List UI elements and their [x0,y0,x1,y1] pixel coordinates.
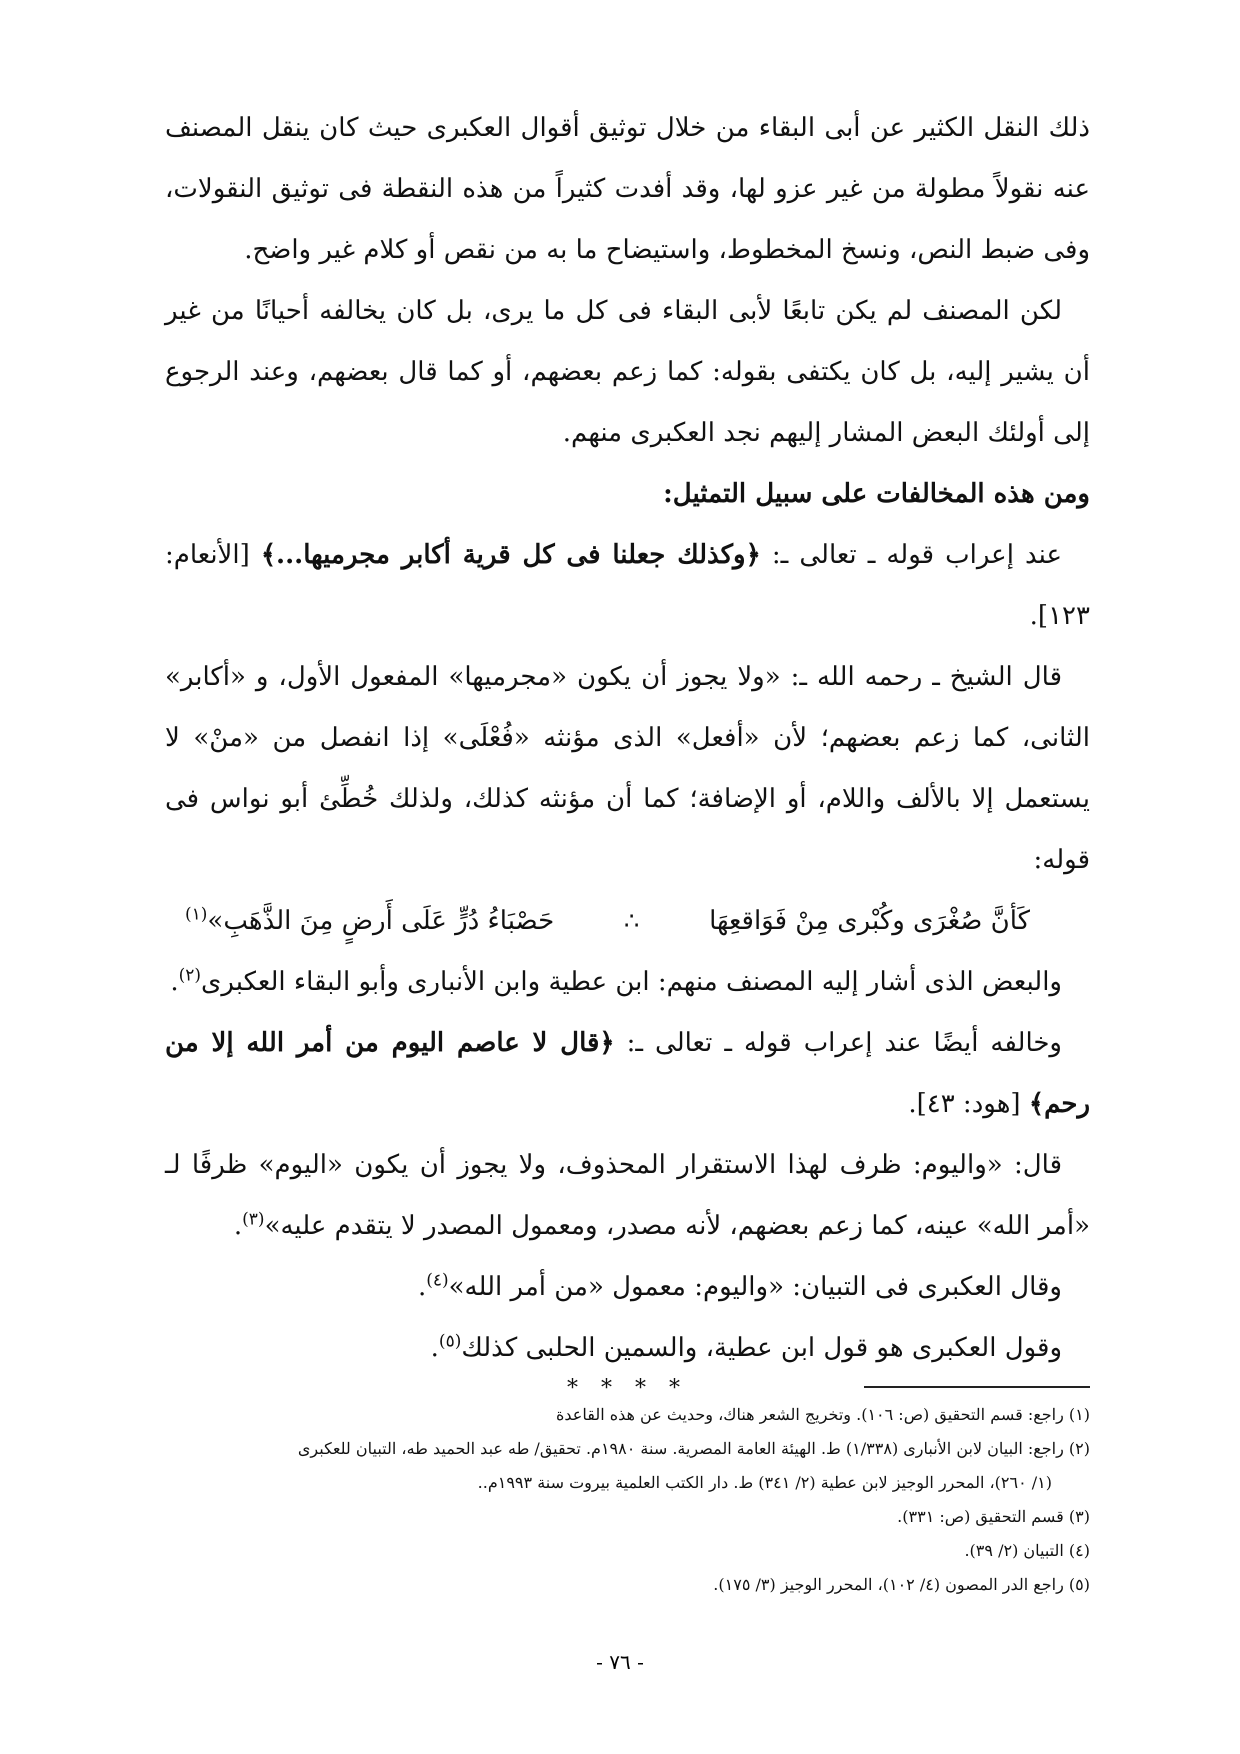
page-number: - ٧٦ - [596,1650,644,1674]
paragraph-5 [165,952,1090,1013]
paragraph-6 [165,1013,1090,1135]
footnotes [165,1398,1090,1602]
paragraph-9-text: وقول العكبرى هو قول ابن عطية، والسمين الحلبى كذلك [461,1333,1062,1363]
footnote-3: (٣) قسم التحقيق (ص: ٣٣١). [897,1507,1090,1526]
footnote-5: (٥) راجع الدر المصون (٤/ ١٠٢)، المحرر الوجيز (٣/ ١٧٥). [713,1575,1090,1594]
paragraph-5-text: والبعض الذى أشار إليه المصنف منهم: ابن عطية وابن الأنبارى وأبو البقاء العكبرى [201,967,1062,997]
paragraph-1: ذلك النقل الكثير عن أبى البقاء من خلال توثيق أقوال العكبرى حيث كان ينقل المصنف عنه نقولاً مطولة من غير عزو لها، وقد أفدت كثيراً من هذه النقطة فى توثيق النقولات، وفى ضبط النص، ونسخ المخطوط، واستيضاح ما به من نقص أو كلام غير واضح. [165,113,1090,265]
quran-verse-anam: ﴿وكذلك جعلنا فى كل قرية أكابر مجرميها...﴾ [260,540,761,570]
main-text [165,98,1090,1409]
verse-first-hemistich: كَأنَّ صُغْرَى وكُبْرى مِنْ فَوَاقعِهَا [709,906,1030,936]
paragraph-4: قال الشيخ ـ رحمه الله ـ: «ولا يجوز أن يكون «مجرميها» المفعول الأول، و «أكابر» الثانى، كما زعم بعضهم؛ لأن «أفعل» الذى مؤنثه «فُعْلَى» إذا انفصل من «منْ» لا يستعمل إلا بالألف واللام، أو الإضافة؛ كما أن مؤنثه كذلك، ولذلك خُطِّئ أبو نواس فى قوله: [165,662,1090,875]
footnote-1: (١) راجع: قسم التحقيق (ص: ١٠٦). وتخريج الشعر هناك، وحديث عن هذه القاعدة [556,1405,1090,1424]
footnote-rule [864,1386,1090,1388]
paragraph-2: لكن المصنف لم يكن تابعًا لأبى البقاء فى كل ما يرى، بل كان يخالفه أحيانًا من غير أن يشير إليه، بل كان يكتفى بقوله: كما زعم بعضهم، أو كما قال بعضهم، وعند الرجوع إلى أولئك البعض المشار إليهم نجد العكبرى منهم. [165,296,1090,448]
paragraph-6-intro: وخالفه أيضًا عند إعراب قوله ـ تعالى ـ: [614,1028,1062,1058]
paragraph-8 [165,1257,1090,1318]
paragraph-5-end: . [170,967,179,997]
paragraph-3-intro: عند إعراب قوله ـ تعالى ـ: [760,540,1062,570]
footnote-ref-1: (١) [185,904,208,925]
section-divider-stars: * * * * [567,1376,688,1401]
paragraph-3 [165,525,1090,647]
paragraph-7-end: . [233,1211,243,1241]
verse-second-text: حَصْبَاءُ دُرٍّ عَلَى أَرضٍ مِنَ الذَّهَبِ» [207,906,555,936]
poetry-verse [165,891,1090,952]
footnote-ref-2: (٢) [178,965,202,986]
paragraph-7-text: قال: «واليوم: ظرف لهذا الاستقرار المحذوف، ولا يجوز أن يكون «اليوم» ظرفًا لـ «أمر الله» عينه، كما زعم بعضهم، لأنه مصدر، ومعمول المصدر لا يتقدم عليه» [165,1150,1090,1241]
section-heading: ومن هذه المخالفات على سبيل التمثيل: [663,479,1090,509]
paragraph-7 [165,1135,1090,1257]
footnote-ref-4: (٤) [426,1270,449,1291]
verse-separator: ∴ [623,907,640,935]
verse-second-hemistich [185,891,554,952]
quran-verse-hud: ﴿قال لا عاصم اليوم من أمر الله إلا من رحم﴾ [165,1028,1090,1119]
paragraph-6-citation: [هود: ٤٣]. [908,1089,1029,1119]
footnote-2-continued: (١/ ٢٦٠)، المحرر الوجيز لابن عطية (٢/ ٣٤١) ط. دار الكتب العلمية بيروت سنة ١٩٩٣م.. [477,1473,1052,1492]
footnote-ref-5: (٥) [438,1331,462,1352]
footnote-ref-3: (٣) [242,1209,265,1230]
footnote-4: (٤) التبيان (٢/ ٣٩). [964,1541,1090,1560]
footnote-2: (٢) راجع: البيان لابن الأنبارى (١/٣٣٨) ط. الهيئة العامة المصرية. سنة ١٩٨٠م. تحقيق/ طه عبد الحميد طه، التبيان للعكبرى [297,1439,1090,1458]
paragraph-9-end: . [430,1333,439,1363]
paragraph-3-citation: [الأنعام: ١٢٣]. [165,540,1090,631]
paragraph-8-end: . [417,1272,427,1302]
paragraph-8-text: وقال العكبرى فى التبيان: «واليوم: معمول «من أمر الله» [448,1272,1062,1302]
